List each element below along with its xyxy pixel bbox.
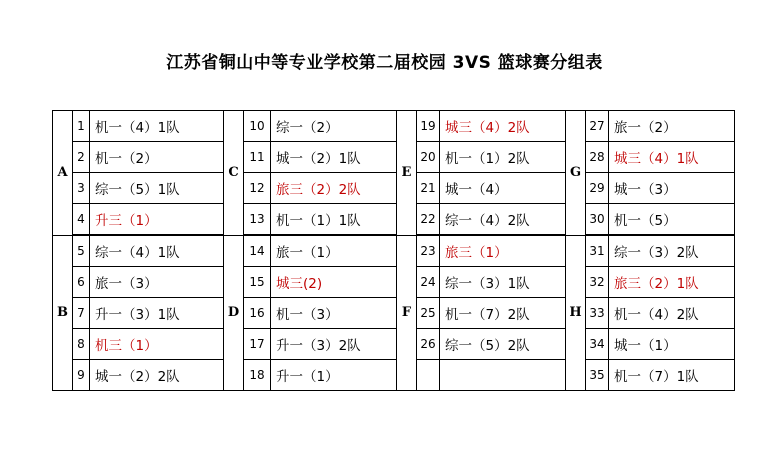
table-row <box>53 329 735 360</box>
team-number: 35 <box>586 360 609 391</box>
team-name <box>440 360 566 391</box>
table-row <box>53 360 735 391</box>
team-number: 2 <box>73 142 90 173</box>
group-label-h: H <box>566 235 586 391</box>
page-title: 江苏省铜山中等专业学校第二届校园 3VS 篮球赛分组表 <box>166 53 603 73</box>
team-number: 10 <box>244 111 271 142</box>
team-number: 34 <box>586 329 609 360</box>
team-number: 14 <box>244 235 271 267</box>
team-number: 16 <box>244 298 271 329</box>
team-name: 旅三（2）2队 <box>271 173 397 204</box>
team-number: 17 <box>244 329 271 360</box>
team-number: 30 <box>586 204 609 236</box>
team-number: 1 <box>73 111 90 142</box>
group-label-a: A <box>53 111 73 236</box>
table-row <box>53 204 735 236</box>
team-name: 城三（4）1队 <box>609 142 735 173</box>
team-name: 城一（3） <box>609 173 735 204</box>
group-label-c: C <box>224 111 244 236</box>
table-row <box>53 173 735 204</box>
team-number: 18 <box>244 360 271 391</box>
team-name: 机一（1）1队 <box>271 204 397 236</box>
team-number: 29 <box>586 173 609 204</box>
group-label-b: B <box>53 235 73 391</box>
team-number: 7 <box>73 298 90 329</box>
team-number: 8 <box>73 329 90 360</box>
team-number: 5 <box>73 235 90 267</box>
team-name: 综一（2） <box>271 111 397 142</box>
team-name: 机一（7）1队 <box>609 360 735 391</box>
group-table <box>52 110 735 391</box>
team-number: 25 <box>417 298 440 329</box>
team-number: 12 <box>244 173 271 204</box>
team-name: 旅一（3） <box>90 267 224 298</box>
team-name: 城一（2）1队 <box>271 142 397 173</box>
team-name: 城一（4） <box>440 173 566 204</box>
team-name: 旅一（1） <box>271 235 397 267</box>
team-name: 旅三（2）1队 <box>609 267 735 298</box>
team-name: 机一（5） <box>609 204 735 236</box>
team-number: 19 <box>417 111 440 142</box>
team-name: 机一（1）2队 <box>440 142 566 173</box>
team-number: 23 <box>417 235 440 267</box>
group-label-f: F <box>397 235 417 391</box>
team-name: 城三（4）2队 <box>440 111 566 142</box>
team-name: 综一（4）2队 <box>440 204 566 236</box>
team-name: 综一（3）1队 <box>440 267 566 298</box>
team-name: 城一（2）2队 <box>90 360 224 391</box>
team-name: 旅三（1） <box>440 235 566 267</box>
team-name: 综一（5）2队 <box>440 329 566 360</box>
team-number: 21 <box>417 173 440 204</box>
team-number: 6 <box>73 267 90 298</box>
table-row <box>53 142 735 173</box>
team-number: 20 <box>417 142 440 173</box>
team-number: 11 <box>244 142 271 173</box>
team-number: 32 <box>586 267 609 298</box>
team-name: 机三（1） <box>90 329 224 360</box>
team-number: 31 <box>586 235 609 267</box>
team-number: 15 <box>244 267 271 298</box>
table-row <box>53 298 735 329</box>
team-number: 4 <box>73 204 90 236</box>
team-name: 机一（2） <box>90 142 224 173</box>
team-name: 机一（3） <box>271 298 397 329</box>
team-name: 机一（4）2队 <box>609 298 735 329</box>
team-name: 综一（4）1队 <box>90 235 224 267</box>
table-row <box>53 267 735 298</box>
table-row <box>53 235 735 267</box>
team-number <box>417 360 440 391</box>
team-number: 28 <box>586 142 609 173</box>
team-name: 机一（7）2队 <box>440 298 566 329</box>
team-name: 城三(2) <box>271 267 397 298</box>
team-name: 综一（3）2队 <box>609 235 735 267</box>
table-row <box>53 111 735 142</box>
team-name: 机一（4）1队 <box>90 111 224 142</box>
team-name: 综一（5）1队 <box>90 173 224 204</box>
team-number: 24 <box>417 267 440 298</box>
team-number: 27 <box>586 111 609 142</box>
team-name: 升一（3）1队 <box>90 298 224 329</box>
team-number: 13 <box>244 204 271 236</box>
group-label-e: E <box>397 111 417 236</box>
team-name: 升一（1） <box>271 360 397 391</box>
group-table-container <box>52 110 735 391</box>
team-name: 升三（1） <box>90 204 224 236</box>
team-number: 33 <box>586 298 609 329</box>
team-name: 升一（3）2队 <box>271 329 397 360</box>
team-name: 城一（1） <box>609 329 735 360</box>
team-number: 3 <box>73 173 90 204</box>
team-number: 22 <box>417 204 440 236</box>
group-label-g: G <box>566 111 586 236</box>
group-label-d: D <box>224 235 244 391</box>
team-number: 9 <box>73 360 90 391</box>
team-number: 26 <box>417 329 440 360</box>
team-name: 旅一（2） <box>609 111 735 142</box>
